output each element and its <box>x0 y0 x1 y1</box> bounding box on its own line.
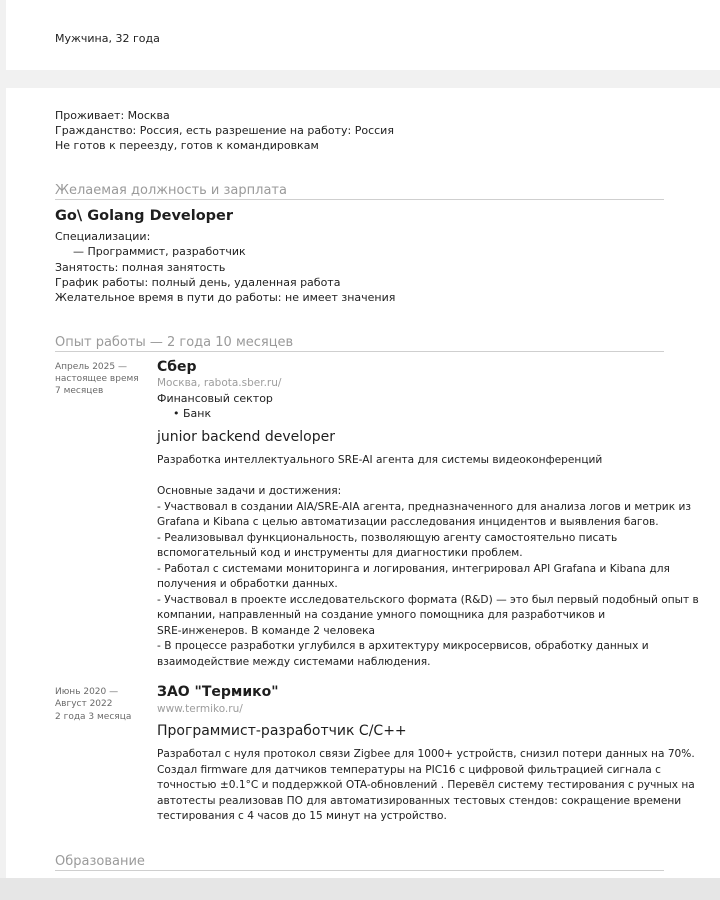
residence: Проживает: Москва <box>55 109 170 122</box>
education-section-title: Образование <box>55 854 664 871</box>
desired-section-title: Желаемая должность и зарплата <box>55 183 664 200</box>
description-line <box>157 469 699 485</box>
employment: Занятость: полная занятость <box>55 261 226 274</box>
description-line: Создал firmware для датчиков температуры на PIC16 с цифровой фильтрацией сигнала с <box>157 763 661 776</box>
company-site[interactable]: Москва, rabota.sber.ru/ <box>157 377 282 389</box>
description-line: Разработка интеллектуального SRE-AI агента для системы видеоконференций <box>157 454 603 466</box>
job-title: Программист-разработчик C/C++ <box>157 723 407 739</box>
desired-position: Go\ Golang Developer <box>55 208 234 224</box>
relocation: Не готов к переезду, готов к командировкам <box>55 139 319 152</box>
description-line: - В процессе разработки углубился в архитектуру микросервисов, обработку данных и <box>157 640 649 652</box>
citizenship: Гражданство: Россия, есть разрешение на работу: Россия <box>55 124 394 137</box>
description-line: - Реализовывал функциональность, позволяющую агенту самостоятельно писать <box>157 531 618 544</box>
schedule: График работы: полный день, удаленная работа <box>55 276 341 289</box>
company-name: ЗАО "Термико" <box>157 684 279 700</box>
job-period-start: Апрель 2025 — <box>55 362 127 372</box>
description-line: - Участвовал в проекте исследовательского формата (R&D) — это был первый подобный опыт в <box>157 593 699 606</box>
description-line: Разработал с нуля протокол связи Zigbee для 1000+ устройств, снизил потери данных на 70%. <box>157 748 695 760</box>
job-description <box>157 453 699 670</box>
description-line: автотесты реализовав ПО для автоматизированных тестовых стендов: сокращение времени <box>157 794 682 807</box>
description-line: точностью ±0.1°C и поддержкой OTA-обновлений . Перевёл систему тестирования с ручных на <box>157 779 695 791</box>
description-line: тестирования с 4 часов до 15 минут на устройство. <box>157 810 447 822</box>
company-site[interactable]: www.termiko.ru/ <box>157 703 243 715</box>
description-line: вспомогательный код и инструменты для диагностики проблем. <box>157 547 523 559</box>
company-name: Сбер <box>157 359 197 375</box>
industry-item: • Банк <box>173 407 212 420</box>
description-line: получения и обработки данных. <box>157 578 338 590</box>
description-line: - Работал с системами мониторинга и логирования, интегрировал API Grafana и Kibana для <box>157 562 670 575</box>
job-duration: 7 месяцев <box>55 386 104 396</box>
specializations-label: Специализации: <box>55 230 151 243</box>
page-gap <box>0 878 720 900</box>
description-line: Основные задачи и достижения: <box>157 485 342 497</box>
gender-age: Мужчина, 32 года <box>55 32 160 45</box>
company-industry: Финансовый сектор <box>157 392 273 405</box>
description-line: - Участвовал в создании AIA/SRE-AIA агента, предназначенного для анализа логов и метрик из <box>157 500 691 513</box>
description-line: SRE-инженеров. В команде 2 человека <box>157 624 376 637</box>
job-title: junior backend developer <box>157 429 336 445</box>
job-description <box>157 747 695 825</box>
description-line: Grafana и Kibana с целью автоматизации расследования инцидентов и выявления багов. <box>157 516 659 528</box>
job-period-end: настоящее время <box>55 374 139 384</box>
job-period-start: Июнь 2020 — <box>55 687 119 697</box>
experience-section-title: Опыт работы — 2 года 10 месяцев <box>55 335 664 352</box>
description-line: компании, направленный на создание умного помощника для разработчиков и <box>157 609 606 621</box>
job-period-end: Август 2022 <box>55 699 113 709</box>
travel-time: Желательное время в пути до работы: не имеет значения <box>55 291 396 304</box>
description-line: взаимодействие между системами наблюдения. <box>157 655 431 668</box>
job-duration: 2 года 3 месяца <box>55 712 132 722</box>
specialization-item: — Программист, разработчик <box>73 245 246 258</box>
